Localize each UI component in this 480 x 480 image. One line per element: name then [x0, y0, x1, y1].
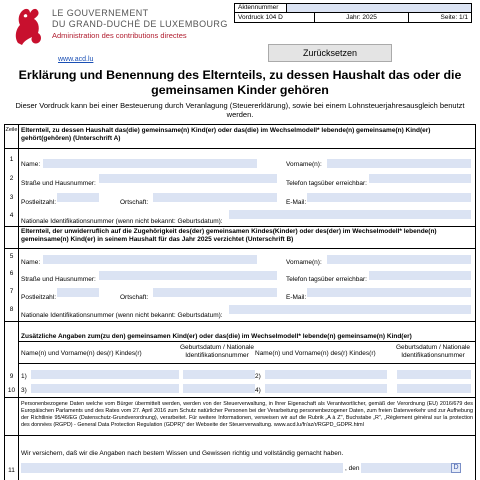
line-number-6: 6 [9, 270, 14, 277]
nin-b-label: Nationale Identifikationsnummer (wenn nicht bekannt: Geburtsdatum): [21, 312, 223, 319]
authority-line-1: LE GOUVERNEMENT [52, 8, 149, 18]
line-number-9: 9 [9, 373, 14, 380]
child-4-label: 4) [255, 387, 261, 394]
name-a-input[interactable] [43, 159, 257, 168]
line-number-3: 3 [9, 194, 14, 201]
plz-a-input[interactable] [57, 193, 99, 202]
plz-b-input[interactable] [57, 288, 99, 297]
ortschaft-b-input[interactable] [153, 288, 277, 297]
ortschaft-a-input[interactable] [153, 193, 277, 202]
line-number-11: 11 [8, 467, 15, 474]
date-picker-button[interactable]: D [451, 463, 461, 473]
line-number-7: 7 [9, 288, 14, 295]
child-4-name-input[interactable] [265, 384, 387, 393]
den-label: , den [345, 465, 360, 472]
assurance-text: Wir versichern, daß wir die Angaben nach bestem Wissen und Gewissen richtig und vollständig gemacht haben. [21, 450, 344, 457]
email-a-input[interactable] [307, 193, 471, 202]
line-number-10: 10 [7, 387, 16, 394]
strasse-a-input[interactable] [99, 174, 277, 183]
email-b-input[interactable] [307, 288, 471, 297]
reset-button[interactable]: Zurücksetzen [268, 44, 392, 62]
child-1-label: 1) [21, 373, 27, 380]
children-col-birth-2: Geburtsdatum / Nationale Identifikationsnummer [395, 344, 471, 359]
telefon-a-input[interactable] [369, 174, 471, 183]
name-b-label: Name: [21, 259, 41, 266]
form-year: Jahr: 2025 [315, 13, 409, 22]
vorname-a-label: Vorname(n): [286, 161, 322, 168]
children-col-name-2: Name(n) und Vorname(n) des(r) Kindes(r) [255, 350, 376, 357]
strasse-b-label: Straße und Hausnummer: [21, 276, 96, 283]
authority-line-2: DU GRAND-DUCHÉ DE LUXEMBOURG [52, 19, 228, 29]
telefon-a-label: Telefon tagsüber erreichbar: [286, 180, 367, 187]
child-2-label: 2) [255, 373, 261, 380]
signature-date-input[interactable] [361, 463, 461, 473]
section-a-title: Elternteil, zu dessen Haushalt das(die) gemeinsame(n) Kind(er) oder das(die) im Wechselmodell* lebende(n) gemeinsame(n) Kind(er) gehört(gehören) (Unterschrift A) [21, 127, 431, 142]
line-number-1: 1 [9, 156, 14, 163]
declaration-form [4, 124, 476, 480]
page-title: Erklärung und Benennung des Elternteils, zu dessen Haushalt das oder die gemeinsamen Kinder gehören [18, 68, 462, 97]
email-b-label: E-Mail: [286, 294, 307, 301]
ortschaft-b-label: Ortschaft: [120, 294, 149, 301]
authority-line-3: Administration des contributions directes [52, 31, 187, 40]
aktennummer-field[interactable] [287, 4, 471, 12]
child-3-name-input[interactable] [31, 384, 179, 393]
email-a-label: E-Mail: [286, 199, 307, 206]
intro-text: Dieser Vordruck kann bei einer Besteuerung durch Veranlagung (Steuererklärung), sowie bei einem Lohnsteuerjahresausgleich benutzt werden. [15, 101, 465, 119]
name-b-input[interactable] [43, 255, 257, 264]
child-2-birth-input[interactable] [397, 370, 471, 379]
vorname-b-input[interactable] [327, 255, 471, 264]
strasse-b-input[interactable] [99, 271, 277, 280]
section-c-title: Zusätzliche Angaben zum(zu den) gemeinsamen Kind(er) oder das(die) im Wechselmodell* lebende(n) gemeinsame(n) Kind(er) [21, 333, 412, 340]
telefon-b-label: Telefon tagsüber erreichbar: [286, 276, 367, 283]
child-1-name-input[interactable] [31, 370, 179, 379]
vorname-b-label: Vorname(n): [286, 259, 322, 266]
child-1-birth-input[interactable] [183, 370, 255, 379]
line-number-2: 2 [9, 175, 14, 182]
line-number-5: 5 [9, 253, 14, 260]
child-3-label: 3) [21, 387, 27, 394]
page-indicator: Seite: 1/1 [440, 14, 468, 21]
children-col-name-1: Name(n) und Vorname(n) des(r) Kindes(r) [21, 350, 142, 357]
nin-b-input[interactable] [229, 305, 471, 314]
name-a-label: Name: [21, 161, 41, 168]
zeile-label: Zeile [5, 127, 18, 133]
child-2-name-input[interactable] [265, 370, 387, 379]
child-4-birth-input[interactable] [397, 384, 471, 393]
strasse-a-label: Straße und Hausnummer: [21, 180, 96, 187]
aktennummer-label: Aktennummer [235, 4, 287, 12]
lion-logo-icon [10, 3, 46, 47]
plz-b-label: Postleitzahl: [21, 294, 57, 301]
form-id: Vordruck 104 D [235, 13, 315, 22]
plz-a-label: Postleitzahl: [21, 199, 57, 206]
authority-block [52, 8, 228, 41]
children-col-birth-1: Geburtsdatum / Nationale Identifikationsnummer [179, 344, 255, 359]
nin-a-label: Nationale Identifikationsnummer (wenn nicht bekannt: Geburtsdatum): [21, 218, 223, 225]
section-b-title: Elternteil, der unwiderruflich auf die Zugehörigkeit des(der) gemeinsamen Kindes(Kinder) oder des(der) im Wechselmodell* lebende(n) gemeinsame(n) Kind(er) in seinem Haushalt für das Jahr 2025 verzichtet (Unterschrift B) [21, 228, 437, 243]
line-number-4: 4 [9, 212, 14, 219]
ortschaft-a-label: Ortschaft: [120, 199, 149, 206]
nin-a-input[interactable] [229, 210, 471, 219]
signature-place-input[interactable] [21, 463, 343, 473]
privacy-note: Personenbezogene Daten welche vom Bürger übermittelt werden, werden von der Steuerverwaltung, in Ihrer Eigenschaft als Verantwortlicher, gemäß der Verordnung (EU) 2016/679 des Europäischen Parlaments und des Rates vom 27. April 2016 zum Schutz natürlicher Personen bei der Verarbeitung personenbezogener Daten, zum freien Datenverkehr und zur Aufhebung der Richtlinie 95/46/EG (Datenschutz-Grundverordnung), verarbeitet. Für weitere Informationen, verweisen wir auf die Rubrik „A à Z", Buchstabe „R", „Règlement général sur la protection des données (RGPD) - General Data Protection Regulation (GDPR)" der Webseite der Steuerverwaltung. www.acd.lu/fr/az/r/RGPD_GDPR.html [21, 401, 473, 428]
website-link[interactable]: www.acd.lu [58, 56, 94, 63]
reference-box [234, 3, 472, 23]
child-3-birth-input[interactable] [183, 384, 255, 393]
telefon-b-input[interactable] [369, 271, 471, 280]
line-number-8: 8 [9, 306, 14, 313]
vorname-a-input[interactable] [327, 159, 471, 168]
